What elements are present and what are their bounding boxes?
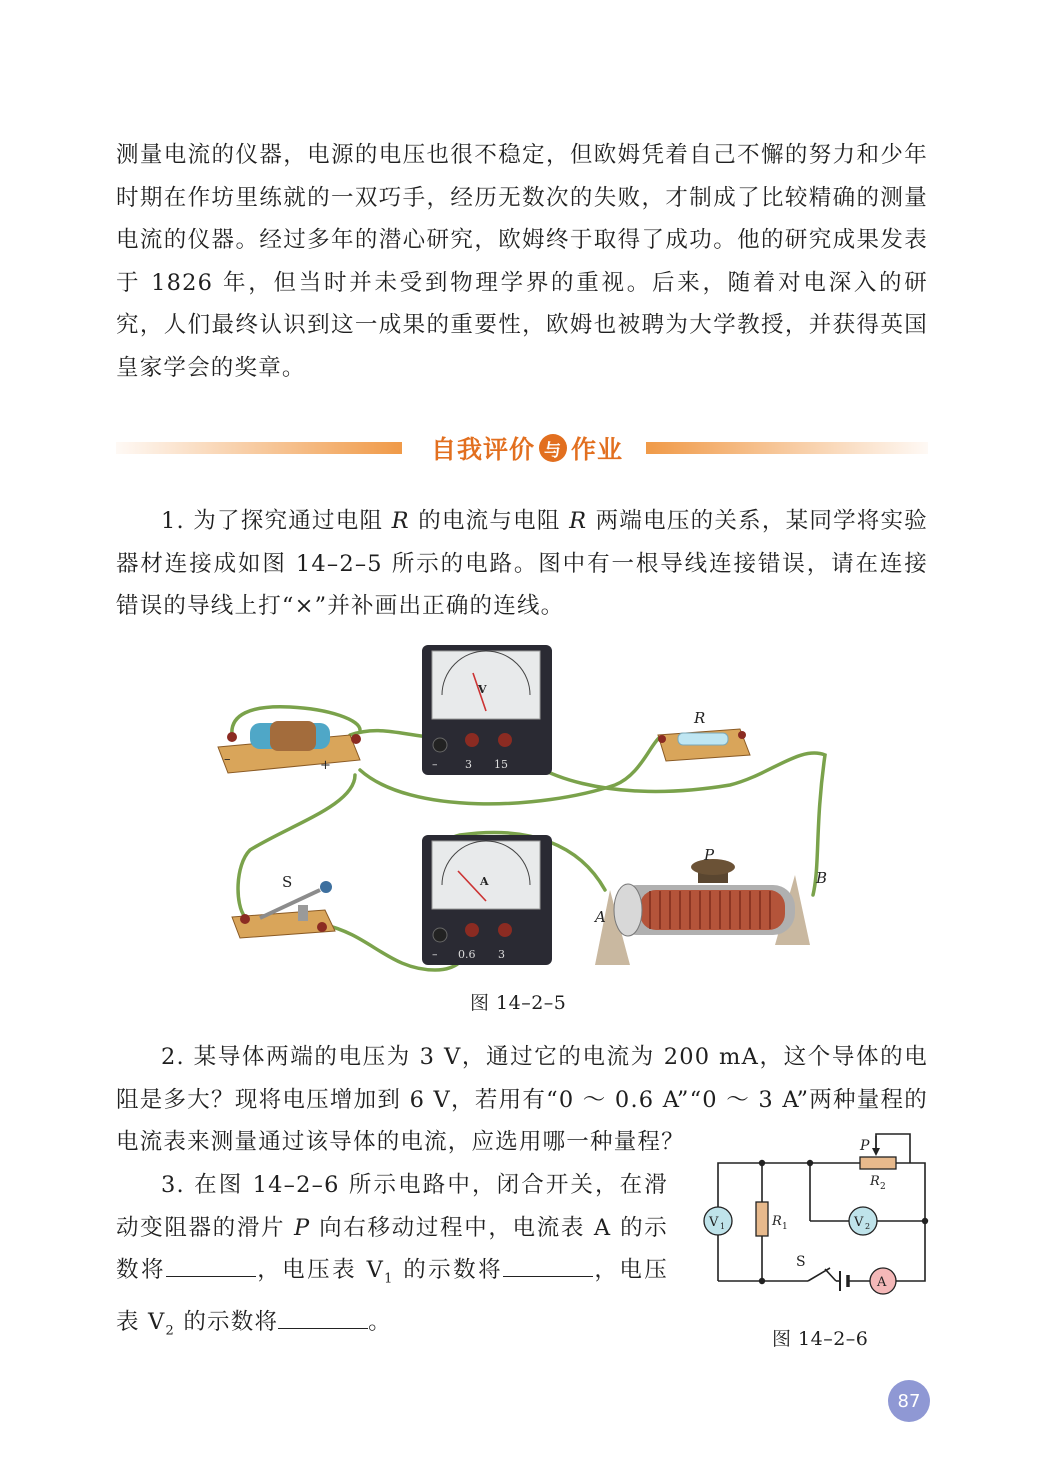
heading-part2: 作业 — [571, 435, 624, 464]
q3-var-p: P — [294, 1214, 311, 1241]
q3-text-d: 的示数将 — [393, 1257, 504, 1283]
switch-s — [232, 873, 335, 938]
resistor-r — [658, 709, 750, 761]
slider-arrow — [872, 1148, 880, 1156]
rheostat-r2 — [860, 1157, 896, 1169]
fig2-label-r2: R — [870, 1174, 880, 1189]
fig2-label-a: A — [877, 1275, 887, 1290]
label-r: R — [694, 709, 706, 727]
intro-paragraph: 测量电流的仪器，电源的电压也很不稳定，但欧姆凭着自己不懈的努力和少年时期在作坊里练就的一双巧手，经历无数次的失败，才制成了比较精确的测量电流的仪器。经过多年的潜心研究，欧姆终于取得了成功。他的研究成果发表于 1826 年，但当时并未受到物理学界的重视。后来，随着对电深入的研究，人们最终认识到这一成果的重要性，欧姆也被聘为大学教授，并获得英国皇家学会的奖章。 — [116, 142, 928, 381]
q3-text-f: 的示数将 — [175, 1309, 279, 1335]
ammeter-term-minus: – — [432, 948, 438, 961]
q1-var-r2: R — [569, 508, 588, 534]
question-3 — [116, 1164, 668, 1353]
voltmeter-term-15: 15 — [494, 758, 508, 771]
fig2-label-v1: V — [709, 1215, 719, 1230]
page-number-badge: 87 — [888, 1380, 930, 1422]
q2-text: 某导体两端的电压为 3 V，通过它的电流为 200 mA，这个导体的电阻是多大？现将电压增加到 6 V，若用有“0 ～ 0.6 A”“0 ～ 3 A”两种量程的电流表来测量通过该导体的电流，应选用哪一种量程？ — [116, 1044, 928, 1155]
label-p: P — [704, 846, 715, 864]
q1-text-a: 为了探究通过电阻 — [184, 508, 392, 534]
q3-sub-1: 1 — [384, 1271, 394, 1287]
q1-text-c: 两端电压的关系，某同学将实验器材连接成如图 14–2–5 所示的电路。图中有一根导线连接错误，请在连接错误的导线上打“×”并补画出正确的连线。 — [116, 508, 929, 619]
heading-part1: 自我评价 — [430, 435, 535, 464]
q1-text-b: 的电流与电阻 — [409, 508, 570, 534]
q3-text-a: 在图 14–2–6 所示电路中，闭合开关，在滑动变阻器的滑片 — [116, 1172, 668, 1241]
answer-blank-3[interactable] — [278, 1306, 368, 1329]
fig2-label-r2-sub: 2 — [880, 1182, 886, 1192]
answer-blank-2[interactable] — [503, 1254, 593, 1277]
heading-bar-right — [646, 442, 928, 454]
figure1-caption: 图 14–2–5 — [470, 992, 567, 1014]
fig2-label-s: S — [796, 1254, 806, 1270]
fig2-label-r1: R — [772, 1214, 782, 1229]
ammeter-term-3: 3 — [498, 948, 505, 961]
ammeter-letter: A — [480, 875, 489, 888]
figure-14-2-5 — [210, 635, 840, 975]
q3-text-g: 。 — [368, 1309, 392, 1335]
fig2-label-v1-sub: 1 — [720, 1222, 726, 1231]
fig2-label-v2-sub: 2 — [865, 1222, 871, 1231]
fig2-label-r1-sub: 1 — [782, 1222, 788, 1232]
voltmeter-term-3: 3 — [465, 758, 472, 771]
resistor-r1 — [756, 1202, 768, 1236]
voltmeter-letter: V — [478, 683, 487, 696]
voltmeter-term-minus: – — [432, 758, 438, 771]
wire-battery-to-switch — [238, 775, 355, 917]
rheostat — [593, 846, 827, 965]
q1-var-r1: R — [391, 508, 410, 534]
figure-14-2-6 — [700, 1128, 940, 1318]
label-s: S — [282, 873, 293, 891]
battery — [218, 721, 361, 773]
wire-voltmeter-to-R — [510, 743, 828, 895]
section-heading — [116, 428, 928, 468]
battery-minus: – — [224, 752, 231, 767]
q3-sub-2: 2 — [165, 1323, 175, 1339]
figure2-caption: 图 14–2–6 — [772, 1328, 869, 1350]
voltmeter — [422, 645, 552, 775]
heading-title — [416, 428, 638, 468]
fig2-label-p: P — [860, 1138, 870, 1154]
answer-blank-1[interactable] — [166, 1254, 256, 1277]
heading-bar-left — [116, 442, 402, 454]
heading-connector-badge: 与 — [539, 434, 567, 462]
label-a: A — [595, 908, 606, 926]
battery-plus: + — [320, 758, 331, 773]
ammeter — [422, 835, 552, 965]
q3-text-c: ，电压表 V — [255, 1257, 385, 1283]
fig2-label-v2: V — [854, 1215, 864, 1230]
ammeter-term-06: 0.6 — [458, 948, 476, 961]
q3-text-e: ，电压表 V — [116, 1257, 669, 1335]
q1-number: 1. — [161, 508, 185, 534]
switch-blade — [808, 1268, 830, 1281]
question-1 — [116, 500, 928, 628]
q2-number: 2. — [161, 1044, 185, 1070]
label-b: B — [816, 869, 828, 887]
circuit-wires — [718, 1134, 925, 1281]
q3-number: 3. — [161, 1172, 185, 1198]
q3-text-b: 向右移动过程中，电流表 A 的示数将 — [116, 1214, 668, 1283]
